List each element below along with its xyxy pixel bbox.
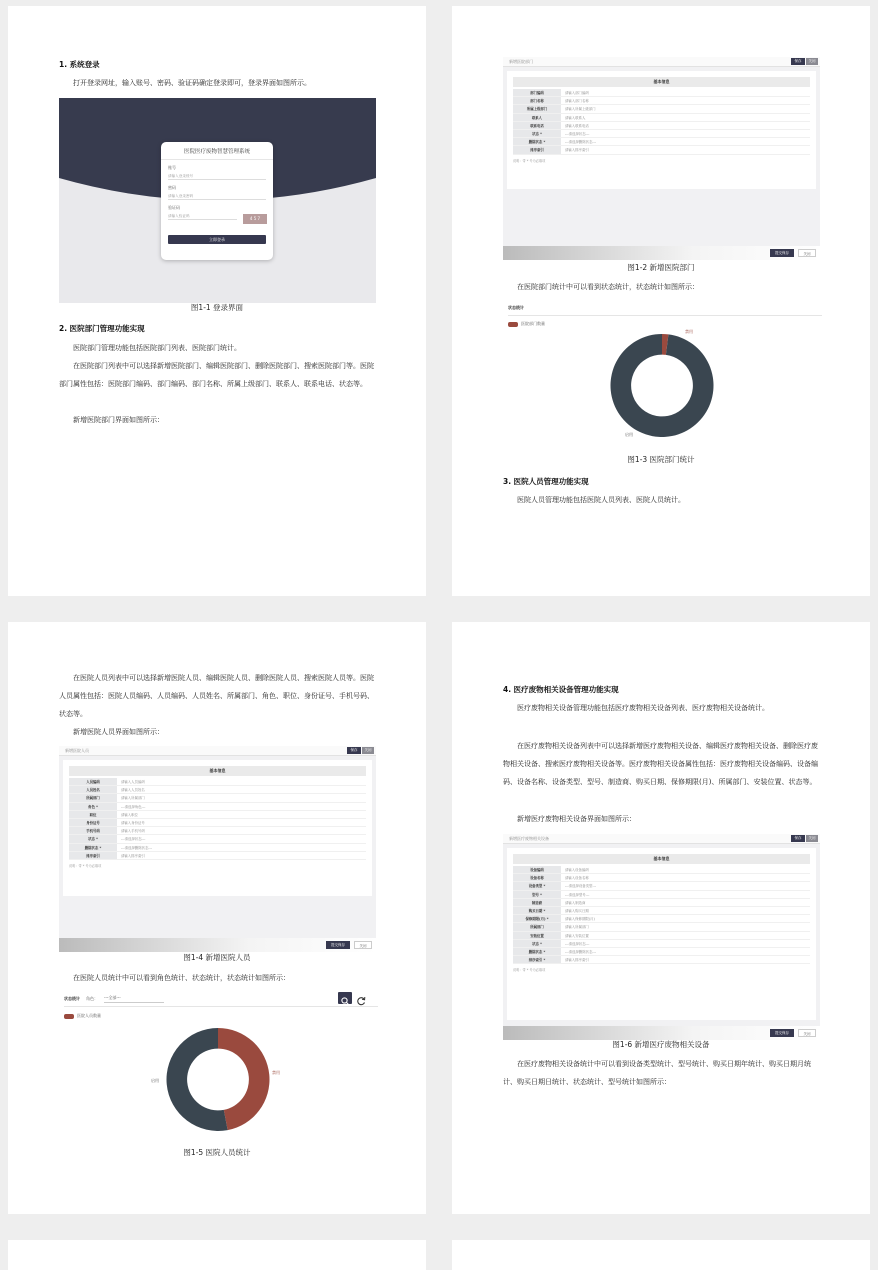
heading-department: 2. 医院部门管理功能实现: [59, 324, 145, 333]
field-input[interactable]: ---请选择设备类型---: [565, 884, 597, 889]
field-label: 删除状态 *: [69, 844, 117, 851]
password-label: 密码: [168, 185, 176, 190]
slice-label-disabled: 禁用: [272, 1070, 280, 1075]
legend-label: 医院人员数量: [77, 1013, 101, 1018]
field-input[interactable]: 请输入购买日期: [565, 908, 589, 913]
form-row: [69, 803, 366, 811]
field-input[interactable]: 请输入制造商: [565, 900, 586, 905]
field-input[interactable]: 请输入排序索引: [565, 148, 589, 153]
login-button[interactable]: 立即登录: [168, 235, 266, 244]
field-input[interactable]: ---请选择角色---: [121, 804, 146, 809]
form-row: [513, 97, 810, 105]
document-page-3: [8, 622, 426, 1214]
paragraph: 在医院部门统计中可以看到状态统计，状态统计如图所示：: [517, 283, 699, 291]
form-rows: [507, 866, 816, 964]
field-label: 所属部门: [69, 794, 117, 801]
close-button[interactable]: 关闭: [806, 58, 818, 65]
close-button[interactable]: 关闭: [362, 747, 374, 754]
form-note: 说明：带 * 号为必填项: [513, 158, 546, 163]
pie-slice-禁用: [218, 1028, 270, 1130]
field-input[interactable]: 请输入所属上级部门: [565, 107, 596, 112]
form-row: [513, 956, 810, 964]
field-label: 安装位置: [513, 932, 561, 939]
field-label: 角色 *: [69, 803, 117, 810]
form-row: [513, 907, 810, 915]
paragraph: 新增医院部门界面如图所示：: [73, 416, 164, 424]
paragraph: 在医院部门列表中可以选择新增医院部门、编辑医院部门、删除医院部门、搜索医院部门等。医院部门属性包括：医院部门编码、部门编码、部门名称、所属上级部门、联系人、联系电话、状态等。: [59, 362, 374, 388]
stat-title: 状态统计: [64, 996, 80, 1001]
search-button[interactable]: [338, 992, 352, 1004]
figure-caption: 图1-4 新增医院人员: [183, 953, 251, 962]
field-label: 人员姓名: [69, 786, 117, 793]
slice-label-disabled: 禁用: [685, 329, 693, 334]
field-label: 人员编码: [69, 778, 117, 785]
form-row: [513, 915, 810, 923]
form-row: [513, 866, 810, 874]
field-input[interactable]: ---请选择型号---: [565, 892, 590, 897]
section-title: 基本信息: [69, 766, 366, 776]
stat-title: 状态统计: [508, 305, 524, 310]
form-row: [69, 811, 366, 819]
form-row: [69, 827, 366, 835]
figure-caption: 图1-1 登录界面: [190, 303, 244, 312]
form-row: [513, 932, 810, 940]
captcha-input[interactable]: 请输入验证码: [168, 212, 237, 220]
paragraph: 在医院人员列表中可以选择新增医院人员、编辑医院人员、删除医院人员、搜索医院人员等。医院人员属性包括：医院人员编码、人员编码、人员姓名、所属部门、角色、职位、身份证号、手机号码、状态等。: [59, 674, 374, 718]
field-label: 状态 *: [513, 940, 561, 947]
paragraph: 医疗废物相关设备管理功能包括医疗废物相关设备列表、医疗废物相关设备统计。: [517, 704, 769, 712]
save-button[interactable]: 保存: [791, 58, 805, 65]
field-input[interactable]: 请输入部门名称: [565, 99, 589, 104]
form-row: [513, 122, 810, 130]
login-title: 医院医疗废物智慧管理系统: [161, 142, 273, 160]
field-input[interactable]: 请输入手机号码: [121, 829, 145, 834]
divider: [64, 1006, 378, 1007]
form-row: [513, 130, 810, 138]
field-input[interactable]: ---请选择状态---: [121, 837, 146, 842]
legend-label: 医院部门数量: [521, 321, 545, 326]
field-input[interactable]: 请输入保修期限(月): [565, 917, 595, 922]
paragraph: 新增医院人员界面如图所示：: [73, 728, 164, 736]
field-input[interactable]: 请输入人员编码: [121, 780, 145, 784]
form-row: [69, 835, 366, 843]
field-label: 职位: [69, 811, 117, 818]
refresh-button[interactable]: [355, 992, 367, 1004]
form-row: [513, 146, 810, 154]
form-row: [69, 794, 366, 802]
field-label: 排序索引 *: [513, 956, 561, 963]
form-row: [513, 948, 810, 956]
field-label: 删除状态 *: [513, 948, 561, 955]
legend-swatch: [64, 1014, 74, 1019]
cancel-button[interactable]: 关闭: [798, 249, 816, 257]
paragraph: 在医院人员统计中可以看到角色统计、状态统计，状态统计如图所示：: [73, 974, 290, 982]
form-row: [513, 899, 810, 907]
form-row: [513, 923, 810, 931]
field-input[interactable]: 请输入联系电话: [565, 123, 589, 128]
field-input[interactable]: 请输入设备编码: [565, 868, 589, 872]
form-row: [513, 874, 810, 882]
form-row: [69, 778, 366, 786]
paragraph: 在医疗废物相关设备统计中可以看到设备类型统计、型号统计、购买日期年统计、购买日期月统计、购买日期日统计、状态统计、型号统计如图所示：: [503, 1060, 811, 1086]
field-label: 设备编码: [513, 866, 561, 873]
document-page-6: [452, 1240, 870, 1270]
field-input[interactable]: ---请选择删除状态---: [565, 140, 597, 145]
form-row: [513, 891, 810, 899]
field-label: 设备类型 *: [513, 882, 561, 889]
new-department-form-screenshot: [503, 57, 820, 260]
form-row: [513, 138, 810, 146]
form-panel: [63, 760, 372, 896]
breadcrumb: 新增医院部门: [503, 57, 820, 67]
field-input[interactable]: ---请选择状态---: [565, 941, 590, 946]
password-input[interactable]: 请输入登录密码: [168, 192, 266, 200]
chart-legend: [508, 321, 545, 327]
field-input[interactable]: 请输入职位: [121, 812, 138, 817]
close-button[interactable]: 关闭: [806, 835, 818, 842]
field-input[interactable]: 请输入所属部门: [121, 796, 145, 801]
field-label: 所属上级部门: [513, 105, 561, 112]
field-label: 排序索引: [513, 146, 561, 153]
field-input[interactable]: ---请选择状态---: [565, 131, 590, 136]
submit-button[interactable]: 提交保存: [770, 1029, 794, 1037]
paragraph: 新增医疗废物相关设备界面如图所示：: [517, 815, 636, 823]
form-note: 说明：带 * 号为必填项: [69, 863, 102, 868]
document-page-1: [8, 6, 426, 596]
login-screenshot: [59, 98, 376, 303]
field-label: 手机号码: [69, 827, 117, 834]
field-label: 状态 *: [69, 835, 117, 842]
document-page-4: [452, 622, 870, 1214]
role-filter-select[interactable]: ---全部---: [104, 993, 164, 1003]
field-label: 排序索引: [69, 852, 117, 859]
form-panel: [507, 848, 816, 1020]
field-input[interactable]: 请输入部门编码: [565, 91, 589, 95]
field-input[interactable]: ---请选择删除状态---: [565, 949, 597, 954]
field-label: 删除状态 *: [513, 138, 561, 145]
field-label: 保修期限(月) *: [513, 915, 561, 922]
chart-legend: [64, 1013, 101, 1019]
field-input[interactable]: ---请选择删除状态---: [121, 845, 153, 850]
captcha-label: 验证码: [168, 205, 180, 210]
submit-button[interactable]: 提交保存: [326, 941, 350, 949]
field-label: 部门名称: [513, 97, 561, 104]
form-row: [69, 844, 366, 852]
cancel-button[interactable]: 关闭: [354, 941, 372, 949]
field-label: 身份证号: [69, 819, 117, 826]
field-label: 联系电话: [513, 122, 561, 129]
section-title: 基本信息: [513, 854, 810, 864]
new-personnel-form-screenshot: [59, 746, 376, 952]
field-input[interactable]: 请输入设备名称: [565, 876, 589, 881]
form-row: [69, 786, 366, 794]
field-input[interactable]: 请输入安装位置: [565, 933, 589, 938]
personnel-status-chart: [158, 1022, 278, 1137]
field-label: 所属部门: [513, 923, 561, 930]
submit-button[interactable]: 提交保存: [770, 249, 794, 257]
login-card: [161, 142, 273, 260]
divider: [508, 315, 822, 316]
paragraph: 医院人员管理功能包括医院人员列表、医院人员统计。: [517, 496, 685, 504]
department-status-chart: [602, 328, 722, 443]
new-equipment-form-screenshot: [503, 834, 820, 1040]
field-label: 部门编码: [513, 89, 561, 96]
form-row: [69, 819, 366, 827]
slice-label-enabled: 启用: [151, 1078, 159, 1083]
form-row: [513, 882, 810, 890]
figure-caption: 图1-5 医院人员统计: [183, 1148, 251, 1157]
heading-system-login: 1. 系统登录: [59, 60, 100, 69]
figure-caption: 图1-2 新增医院部门: [627, 263, 695, 272]
document-page-2: [452, 6, 870, 596]
account-label: 账号: [168, 165, 176, 170]
breadcrumb: 新增医疗废物相关设备: [503, 834, 820, 844]
cancel-button[interactable]: 关闭: [798, 1029, 816, 1037]
paragraph: 打开登录网址，输入账号、密码、验证码确定登录即可，登录界面如图所示。: [73, 79, 311, 87]
figure-caption: 图1-6 新增医疗废物相关设备: [612, 1040, 710, 1049]
form-row: [513, 89, 810, 97]
field-input[interactable]: 请输入所属部门: [565, 925, 589, 930]
field-input[interactable]: 请输入人员姓名: [121, 788, 145, 793]
form-rows: [507, 89, 816, 155]
form-row: [513, 114, 810, 122]
field-input[interactable]: 请输入联系人: [565, 115, 586, 120]
paragraph: 医院部门管理功能包括医院部门列表、医院部门统计。: [73, 344, 241, 352]
form-row: [513, 105, 810, 113]
account-input[interactable]: 请输入登录账号: [168, 172, 266, 180]
field-label: 制造商: [513, 899, 561, 906]
paragraph: 在医疗废物相关设备列表中可以选择新增医疗废物相关设备、编辑医疗废物相关设备、删除医疗废物相关设备、搜索医疗废物相关设备等。医疗废物相关设备属性包括：医疗废物相关设备编码、设备编码、设备名称、设备类型、型号、制造商、购买日期、保修期限(月)、所属部门、安装位置、状态等。: [503, 742, 818, 786]
field-label: 购买日期 *: [513, 907, 561, 914]
heading-equipment: 4. 医疗废物相关设备管理功能实现: [503, 685, 619, 694]
form-note: 说明：带 * 号为必填项: [513, 968, 546, 973]
legend-swatch: [508, 322, 518, 327]
field-label: 型号 *: [513, 891, 561, 898]
section-title: 基本信息: [513, 77, 810, 87]
role-filter-label: 角色：: [86, 996, 98, 1001]
heading-personnel: 3. 医院人员管理功能实现: [503, 477, 589, 486]
slice-label-enabled: 启用: [625, 432, 633, 437]
captcha-image[interactable]: 4 5 7: [243, 214, 267, 224]
breadcrumb: 新增医院人员: [59, 746, 376, 756]
form-row: [69, 852, 366, 860]
field-input[interactable]: 请输入排序索引: [565, 958, 589, 963]
form-rows: [63, 778, 372, 860]
form-panel: [507, 71, 816, 189]
field-label: 设备名称: [513, 874, 561, 881]
figure-caption: 图1-3 医院部门统计: [627, 455, 695, 464]
form-row: [513, 940, 810, 948]
field-label: 状态 *: [513, 130, 561, 137]
save-button[interactable]: 保存: [347, 747, 361, 754]
field-label: 联系人: [513, 114, 561, 121]
document-page-5: [8, 1240, 426, 1270]
field-input[interactable]: 请输入排序索引: [121, 853, 145, 858]
save-button[interactable]: 保存: [791, 835, 805, 842]
field-input[interactable]: 请输入身份证号: [121, 820, 145, 825]
